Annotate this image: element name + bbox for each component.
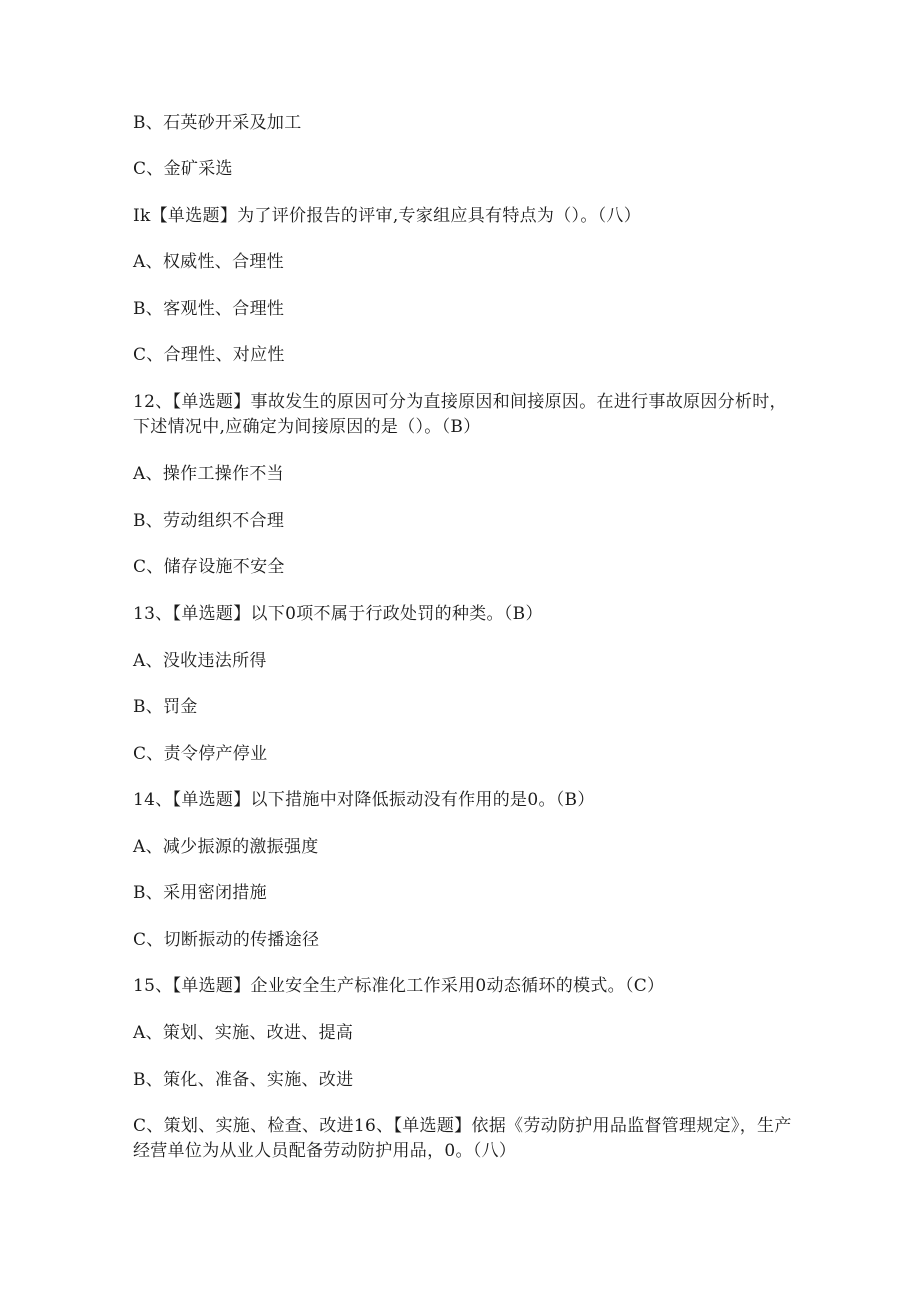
question-11: Ik【单选题】为了评价报告的评审,专家组应具有特点为（）。（八）	[133, 206, 642, 226]
option-c-q11: C、合理性、对应性	[133, 345, 285, 365]
option-a-q15: A、策划、实施、改进、提高	[133, 1023, 354, 1043]
option-b-q14: B、采用密闭措施	[133, 883, 267, 903]
option-a-q14: A、减少振源的激振强度	[133, 837, 319, 857]
option-c-q12: C、储存设施不安全	[133, 557, 285, 577]
option-c-q10: C、金矿采选	[133, 159, 233, 179]
option-a-q12: A、操作工操作不当	[133, 464, 284, 484]
question-14: 14、【单选题】以下措施中对降低振动没有作用的是0。（B）	[133, 790, 595, 810]
option-b-q12: B、劳动组织不合理	[133, 511, 285, 531]
option-a-q11: A、权威性、合理性	[133, 252, 284, 272]
option-a-q13: A、没收违法所得	[133, 651, 267, 671]
question-12: 12、【单选题】事故发生的原因可分为直接原因和间接原因。在进行事故原因分析时，下述情况中,应确定为间接原因的是（）。（B）	[133, 392, 787, 437]
option-b-q15: B、策化、准备、实施、改进	[133, 1070, 354, 1090]
question-15: 15、【单选题】企业安全生产标准化工作采用0动态循环的模式。（C）	[133, 976, 665, 996]
question-13: 13、【单选题】以下0项不属于行政处罚的种类。（B）	[133, 604, 543, 624]
option-c-q13: C、责令停产停业	[133, 744, 268, 764]
option-b-q11: B、客观性、合理性	[133, 299, 285, 319]
option-c-q14: C、切断振动的传播途径	[133, 930, 320, 950]
option-b-q13: B、罚金	[133, 697, 198, 717]
option-b-q10: B、石英砂开采及加工	[133, 113, 302, 133]
option-c-q15-and-question-16: C、策划、实施、检查、改进16、【单选题】依据《劳动防护用品监督管理规定》，生产经营单位为从业人员配备劳动防护用品，0。（八）	[133, 1116, 792, 1161]
